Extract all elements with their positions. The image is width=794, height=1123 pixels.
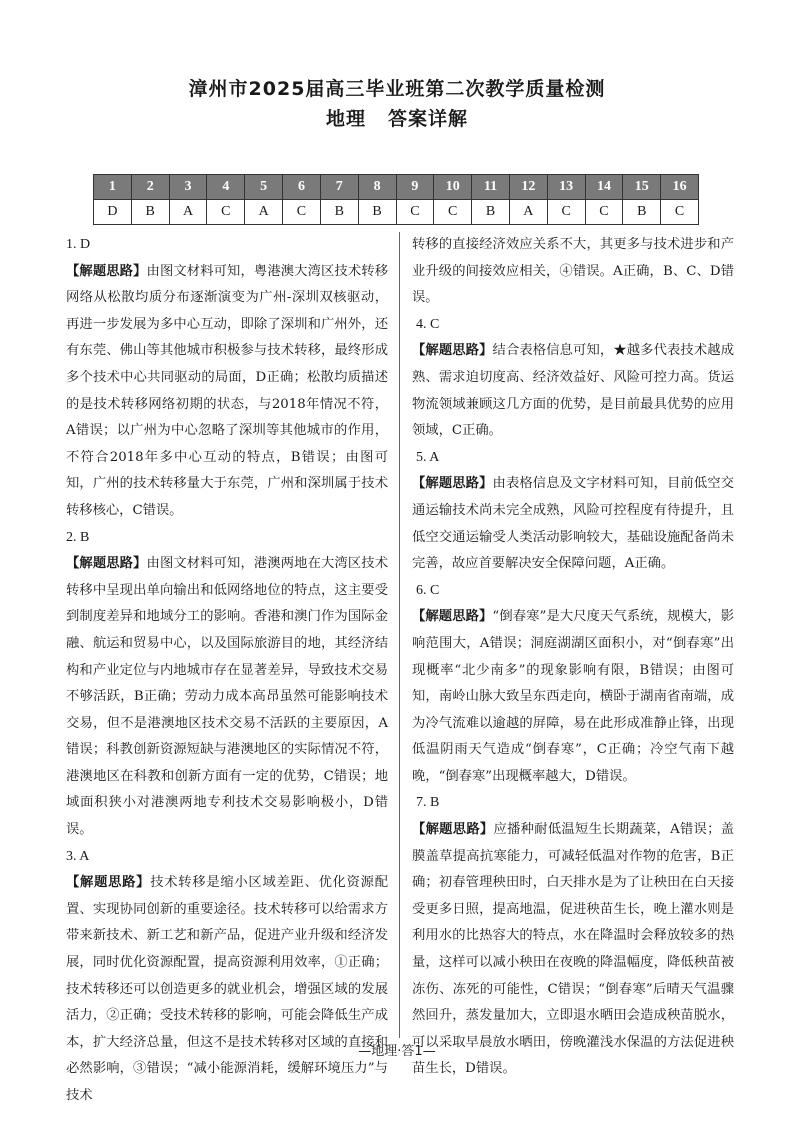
question-1-tag: 【解题思路】	[66, 263, 147, 279]
answer-table-number-cell: 1	[94, 175, 132, 200]
answer-table-answer-cell: C	[283, 200, 321, 225]
answer-table-number-cell: 11	[472, 175, 510, 200]
question-3-text: 技术转移是缩小区域差距、优化资源配置、实现协同创新的重要途径。技术转移可以给需求方带来新技术、新工艺和新产品，促进产业升级和经济发展，同时优化资源配置，提高资源利用效率，①正确；技术转移还可以创造更多的就业机会，增强区域的发展活力，②正确；受技术转移的影响，可能会降低生产成本，扩大经济总量，但这不是技术转移对区域的直接和必然影响，③错误；“减小能源消耗，缓解环境压力”与技术	[66, 875, 389, 1103]
question-2-number: 2. B	[66, 529, 90, 545]
answer-table-number-cell: 5	[245, 175, 283, 200]
question-5-text: 由表格信息及文字材料可知，目前低空交通运输技术尚未完全成熟，风险可控程度有待提升，且低空交通运输受人类活动影响较大，基础设施配备尚未完善，故应首要解决安全保障问题，A正确。	[412, 476, 734, 572]
answer-table-number-cell: 6	[283, 175, 321, 200]
question-5-number: 5. A	[416, 449, 440, 465]
answer-table-number-cell: 16	[661, 175, 699, 200]
left-column	[66, 232, 388, 1110]
question-7-tag: 【解题思路】	[412, 822, 494, 838]
answer-table-answer-cell: A	[245, 200, 283, 225]
answer-table-answer-cell: B	[131, 200, 169, 225]
answer-table-number-cell: 9	[396, 175, 434, 200]
question-7-number: 7. B	[416, 795, 440, 811]
answer-table-number-cell: 14	[585, 175, 623, 200]
answer-table-answer-cell: B	[623, 200, 661, 225]
question-3-explanation	[66, 870, 388, 1109]
answer-table-answer-cell: C	[434, 200, 472, 225]
answer-table	[93, 174, 699, 225]
page-subtitle	[0, 104, 794, 131]
answer-table-answer-cell: B	[358, 200, 396, 225]
column-divider	[399, 232, 400, 1038]
answer-table-answer-cell: D	[94, 200, 132, 225]
question-3-number: 3. A	[66, 848, 90, 864]
answer-table-answer-cell: C	[585, 200, 623, 225]
question-4-explanation	[412, 338, 734, 444]
answer-table-number-cell: 10	[434, 175, 472, 200]
question-6-text: “倒春寒”是大尺度天气系统，规模大，影响范围大，A错误；洞庭湖湖区面积小，对“倒春寒”出现概率“北少南多”的现象影响有限，B错误；由图可知，南岭山脉大致呈东西走向，横卧于湖南省南端，成为冷气流难以逾越的屏障，易在此形成准静止锋，出现低温阴雨天气造成“倒春寒”，C正确；冷空气南下越晚，“倒春寒”出现概率越大，D错误。	[412, 609, 734, 784]
question-5-explanation	[412, 471, 734, 577]
question-6-explanation	[412, 604, 734, 790]
question-1-explanation	[66, 259, 388, 525]
answer-table-number-row	[94, 175, 699, 200]
question-6-number: 6. C	[416, 582, 440, 598]
subject-label: 地理	[325, 108, 366, 130]
answer-table-answer-cell: A	[169, 200, 207, 225]
answer-table-number-cell: 13	[547, 175, 585, 200]
question-6-tag: 【解题思路】	[412, 609, 493, 625]
question-2-explanation	[66, 551, 388, 844]
right-column	[412, 232, 734, 1083]
question-4-number: 4. C	[416, 316, 440, 332]
question-7-text: 应播种耐低温短生长期蔬菜，A错误；盖膜盖草提高抗寒能力，可减轻低温对作物的危害，B正确；初春管理秧田时，白天排水是为了让秧田在白天接受更多日照，提高地温，促进秧苗生长，晚上灌水则是利用水的比热容大的特点，水在降温时会释放较多的热量，这样可以减小秧田在夜晚的降温幅度，降低秧苗被冻伤、冻死的可能性，C错误；“倒春寒”后晴天气温骤然回升，蒸发量加大，立即退水晒田会造成秧苗脱水，可以采取早晨放水晒田，傍晚灌浅水保温的方法促进秧苗生长，D错误。	[412, 822, 734, 1077]
answer-table-number-cell: 15	[623, 175, 661, 200]
question-3-continuation: 转移的直接经济效应关系不大，其更多与技术进步和产业升级的间接效应相关，④错误。A正确，B、C、D错误。	[412, 237, 734, 306]
question-5-tag: 【解题思路】	[412, 476, 493, 492]
question-3-tag: 【解题思路】	[66, 875, 151, 891]
answer-table-number-cell: 8	[358, 175, 396, 200]
question-1-text: 由图文材料可知，粤港澳大湾区技术转移网络从松散均质分布逐渐演变为广州-深圳双核驱动，再进一步发展为多中心互动，即除了深圳和广州外，还有东莞、佛山等其他城市积极参与技术转移，最终形成多个技术中心共同驱动的局面，D正确；松散均质描述的是技术转移网络初期的状态，与2018年情况不符，A错误；以广州为中心忽略了深圳等其他城市的作用，不符合2018年多中心互动的特点，B错误；由图可知，广州的技术转移量大于东莞，广州和深圳属于技术转移核心，C错误。	[66, 263, 388, 518]
answer-table-number-cell: 3	[169, 175, 207, 200]
page-title: 漳州市2025届高三毕业班第二次教学质量检测	[188, 78, 606, 100]
answer-table-answer-cell: A	[509, 200, 547, 225]
answer-table-number-cell: 4	[207, 175, 245, 200]
question-2-tag: 【解题思路】	[66, 556, 147, 572]
question-4-tag: 【解题思路】	[412, 343, 493, 359]
page-footer: —地理·答1—	[358, 1044, 436, 1059]
question-4-text: 结合表格信息可知，★越多代表技术越成熟、需求迫切度高、经济效益好、风险可控力高。货运物流领域兼顾这几方面的优势，是目前最具优势的应用领域，C正确。	[412, 343, 734, 439]
answer-table-answer-cell: C	[207, 200, 245, 225]
answer-table-number-cell: 7	[320, 175, 358, 200]
answer-table-answer-row	[94, 200, 699, 225]
subtitle-label: 答案详解	[388, 108, 469, 130]
answer-table-answer-cell: C	[396, 200, 434, 225]
question-1-number: 1. D	[66, 237, 91, 252]
answer-table-number-cell: 2	[131, 175, 169, 200]
answer-table-answer-cell: B	[320, 200, 358, 225]
answer-table-answer-cell: B	[472, 200, 510, 225]
question-2-text: 由图文材料可知，港澳两地在大湾区技术转移中呈现出单向输出和低网络地位的特点，这主要受到制度差异和地域分工的影响。香港和澳门作为国际金融、航运和贸易中心，以及国际旅游目的地，其经济结构和产业定位与内地城市存在显著差异，导致技术交易不够活跃，B正确；劳动力成本高昂虽然可能影响技术交易，但不是港澳地区技术交易不活跃的主要原因，A错误；科教创新资源短缺与港澳地区的实际情况不符，港澳地区在科教和创新方面有一定的优势，C错误；地域面积狭小对港澳两地专利技术交易影响极小，D错误。	[66, 556, 388, 838]
answer-table-number-cell: 12	[509, 175, 547, 200]
answer-table-answer-cell: C	[547, 200, 585, 225]
answer-table-answer-cell: C	[661, 200, 699, 225]
